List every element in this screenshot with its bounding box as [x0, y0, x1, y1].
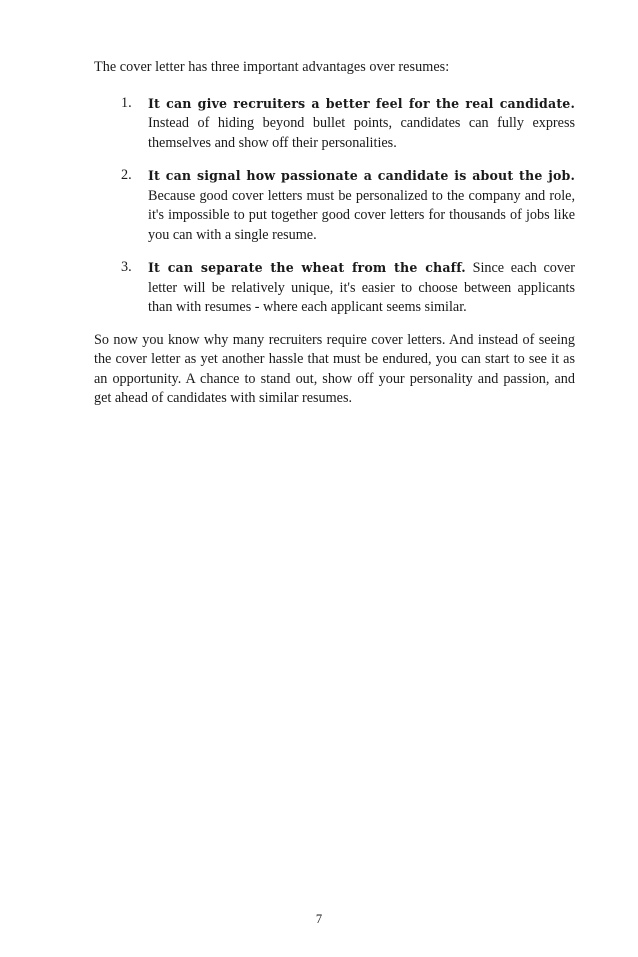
page-content — [94, 58, 575, 409]
list-item-body: Because good cover letters must be personalized to the company and role, it's impossible to put together good cover letters for thousands of jobs like you can with a single resume. — [148, 187, 575, 243]
list-item-number: 2. — [121, 167, 132, 183]
list-item-number: 1. — [121, 94, 132, 111]
list-item — [94, 94, 575, 154]
list-item-heading: It can separate the wheat from the chaff. — [148, 260, 466, 275]
list-item-heading: It can signal how passionate a candidate is about the job. — [148, 168, 575, 183]
page-number: 7 — [315, 912, 323, 926]
list-item — [94, 166, 575, 245]
list-item — [94, 258, 575, 318]
closing-paragraph: So now you know why many recruiters require cover letters. And instead of seeing the cover letter as yet another hassle that must be endured, you can start to see it as an opportunity. A chance to stand out, show off your personality and passion, and get ahead of candidates with similar resumes. — [94, 331, 575, 406]
list-item-body: Instead of hiding beyond bullet points, candidates can fully express themselves and show off their personalities. — [148, 115, 575, 151]
list-item-heading: It can give recruiters a better feel for the real candidate. — [148, 95, 575, 111]
list-item-body: Since each cover letter will be relatively unique, it's easier to choose between applicants than with resumes - where each applicant seems similar. — [148, 260, 575, 315]
list-item-number: 3. — [121, 259, 132, 275]
advantages-list — [94, 94, 575, 318]
intro-paragraph: The cover letter has three important advantages over resumes: — [94, 59, 450, 75]
